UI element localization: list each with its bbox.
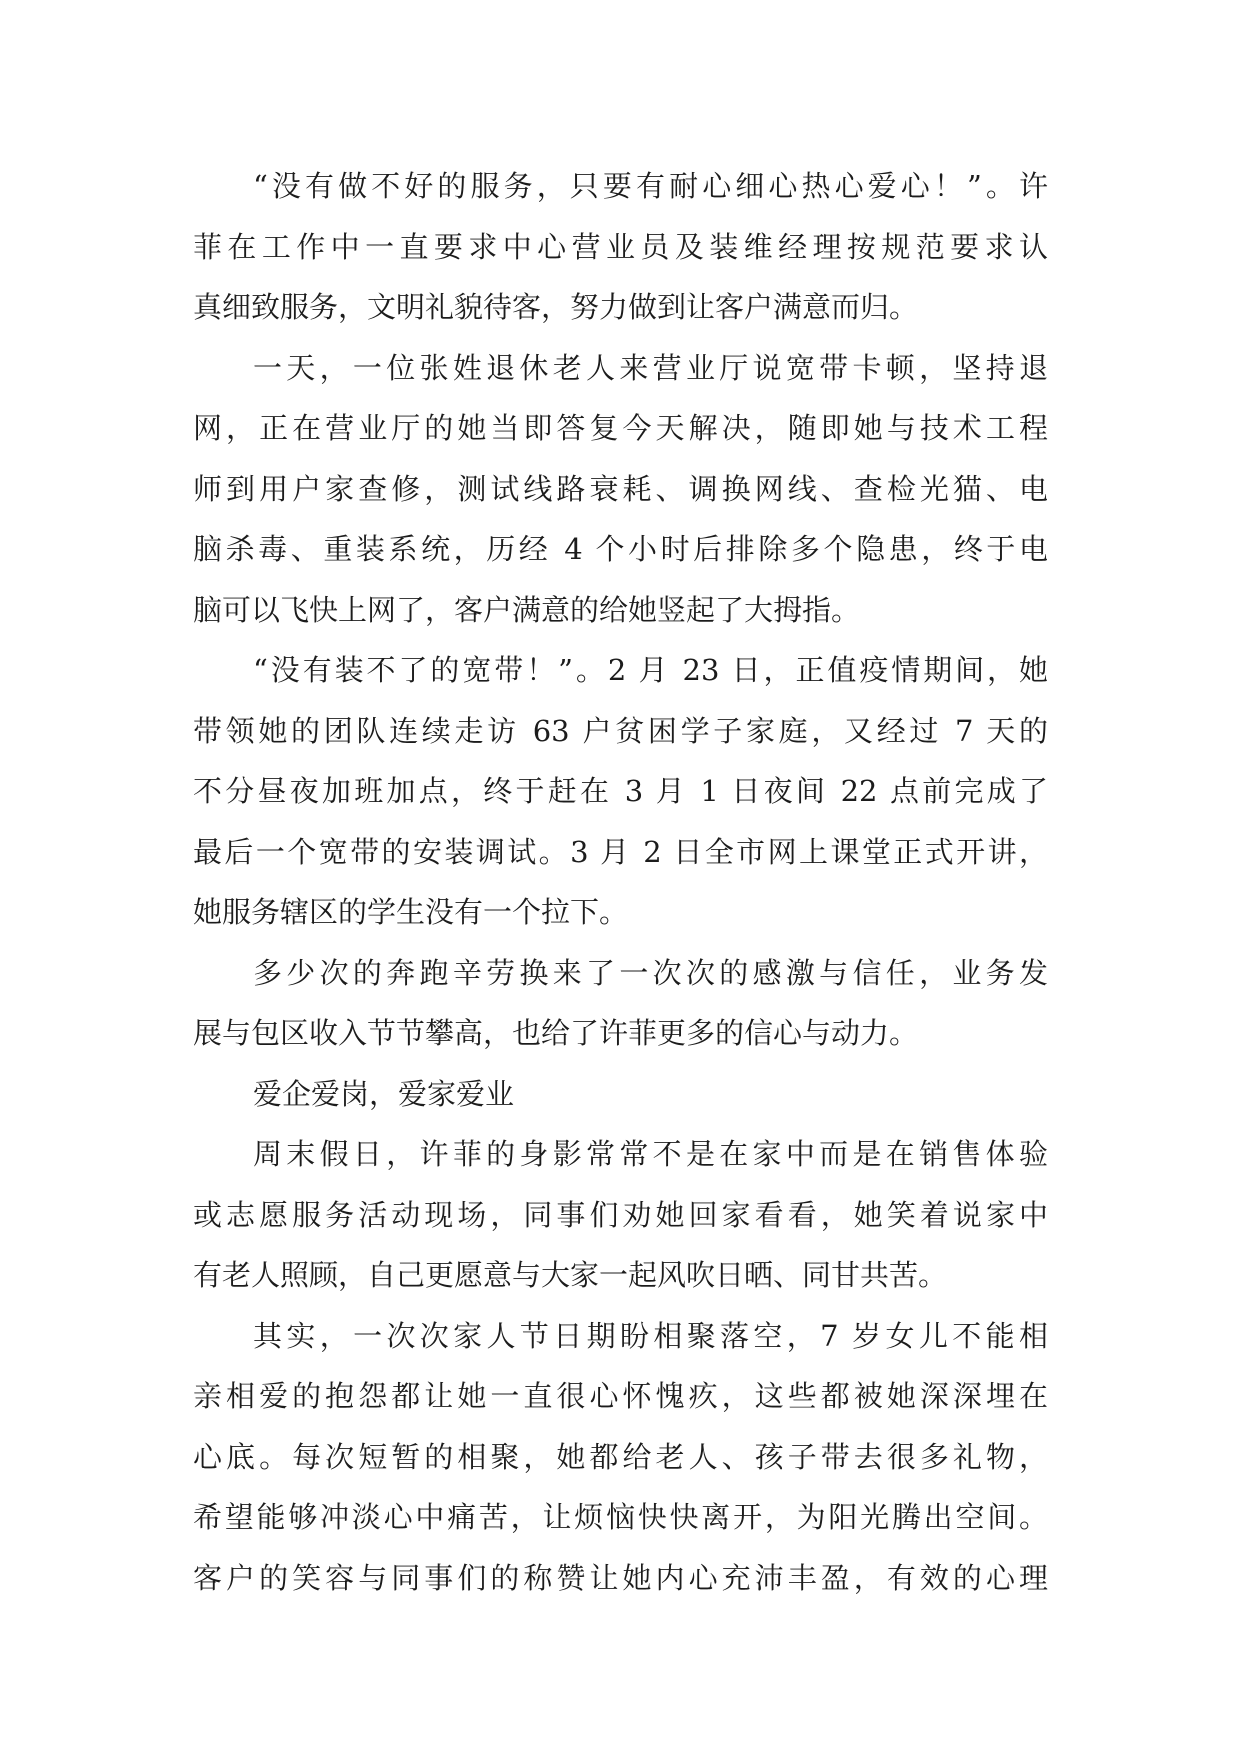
text-line: 一天，一位张姓退休老人来营业厅说宽带卡顿，坚持退: [253, 350, 1048, 385]
text-line: 她服务辖区的学生没有一个拉下。: [193, 895, 629, 929]
text-line: 亲相爱的抱怨都让她一直很心怀愧疚，这些都被她深深埋在: [193, 1379, 1048, 1413]
paragraph: [193, 640, 1048, 943]
text-line: 爱企爱岗，爱家爱业: [253, 1076, 515, 1111]
text-line: 最后一个宽带的安装调试。3 月 2 日全市网上课堂正式开讲，: [193, 834, 1048, 869]
section-heading: [193, 1064, 1048, 1125]
text-line: 脑可以飞快上网了，客户满意的给她竖起了大拇指。: [193, 592, 861, 627]
text-line: 其实，一次次家人节日期盼相聚落空，7 岁女儿不能相: [253, 1318, 1048, 1353]
text-line: 网，正在营业厅的她当即答复今天解决，随即她与技术工程: [193, 411, 1048, 445]
text-line: 展与包区收入节节攀高，也给了许菲更多的信心与动力。: [193, 1016, 919, 1050]
text-line: “没有装不了的宽带！”。2 月 23 日，正值疫情期间，她: [253, 653, 1048, 687]
text-line: 周末假日，许菲的身影常常不是在家中而是在销售体验: [253, 1137, 1048, 1171]
paragraph: [193, 338, 1048, 641]
text-line: 菲在工作中一直要求中心营业员及装维经理按规范要求认: [193, 229, 1048, 264]
text-line: 真细致服务，文明礼貌待客，努力做到让客户满意而归。: [193, 290, 919, 324]
text-line: 希望能够冲淡心中痛苦，让烦恼快快离开，为阳光腾出空间。: [193, 1500, 1048, 1534]
paragraph: [193, 156, 1048, 338]
text-line: “没有做不好的服务，只要有耐心细心热心爱心！”。许: [253, 169, 1048, 203]
text-line: 心底。每次短暂的相聚，她都给老人、孩子带去很多礼物，: [193, 1439, 1048, 1474]
paragraph: [193, 1124, 1048, 1306]
text-line: 有老人照顾，自己更愿意与大家一起风吹日晒、同甘共苦。: [193, 1258, 948, 1292]
text-line: 带领她的团队连续走访 63 户贫困学子家庭，又经过 7 天的: [193, 713, 1048, 748]
text-line: 客户的笑容与同事们的称赞让她内心充沛丰盈，有效的心理: [193, 1560, 1048, 1595]
paragraph: [193, 1306, 1048, 1609]
text-line: 脑杀毒、重装系统，历经 4 个小时后排除多个隐患，终于电: [193, 532, 1048, 566]
document-body: [193, 156, 1048, 1608]
text-line: 师到用户家查修，测试线路衰耗、调换网线、查检光猫、电: [193, 471, 1048, 506]
paragraph: [193, 943, 1048, 1064]
text-line: 不分昼夜加班加点，终于赶在 3 月 1 日夜间 22 点前完成了: [193, 774, 1048, 808]
text-line: 多少次的奔跑辛劳换来了一次次的感激与信任，业务发: [253, 955, 1048, 990]
text-line: 或志愿服务活动现场，同事们劝她回家看看，她笑着说家中: [193, 1197, 1048, 1232]
